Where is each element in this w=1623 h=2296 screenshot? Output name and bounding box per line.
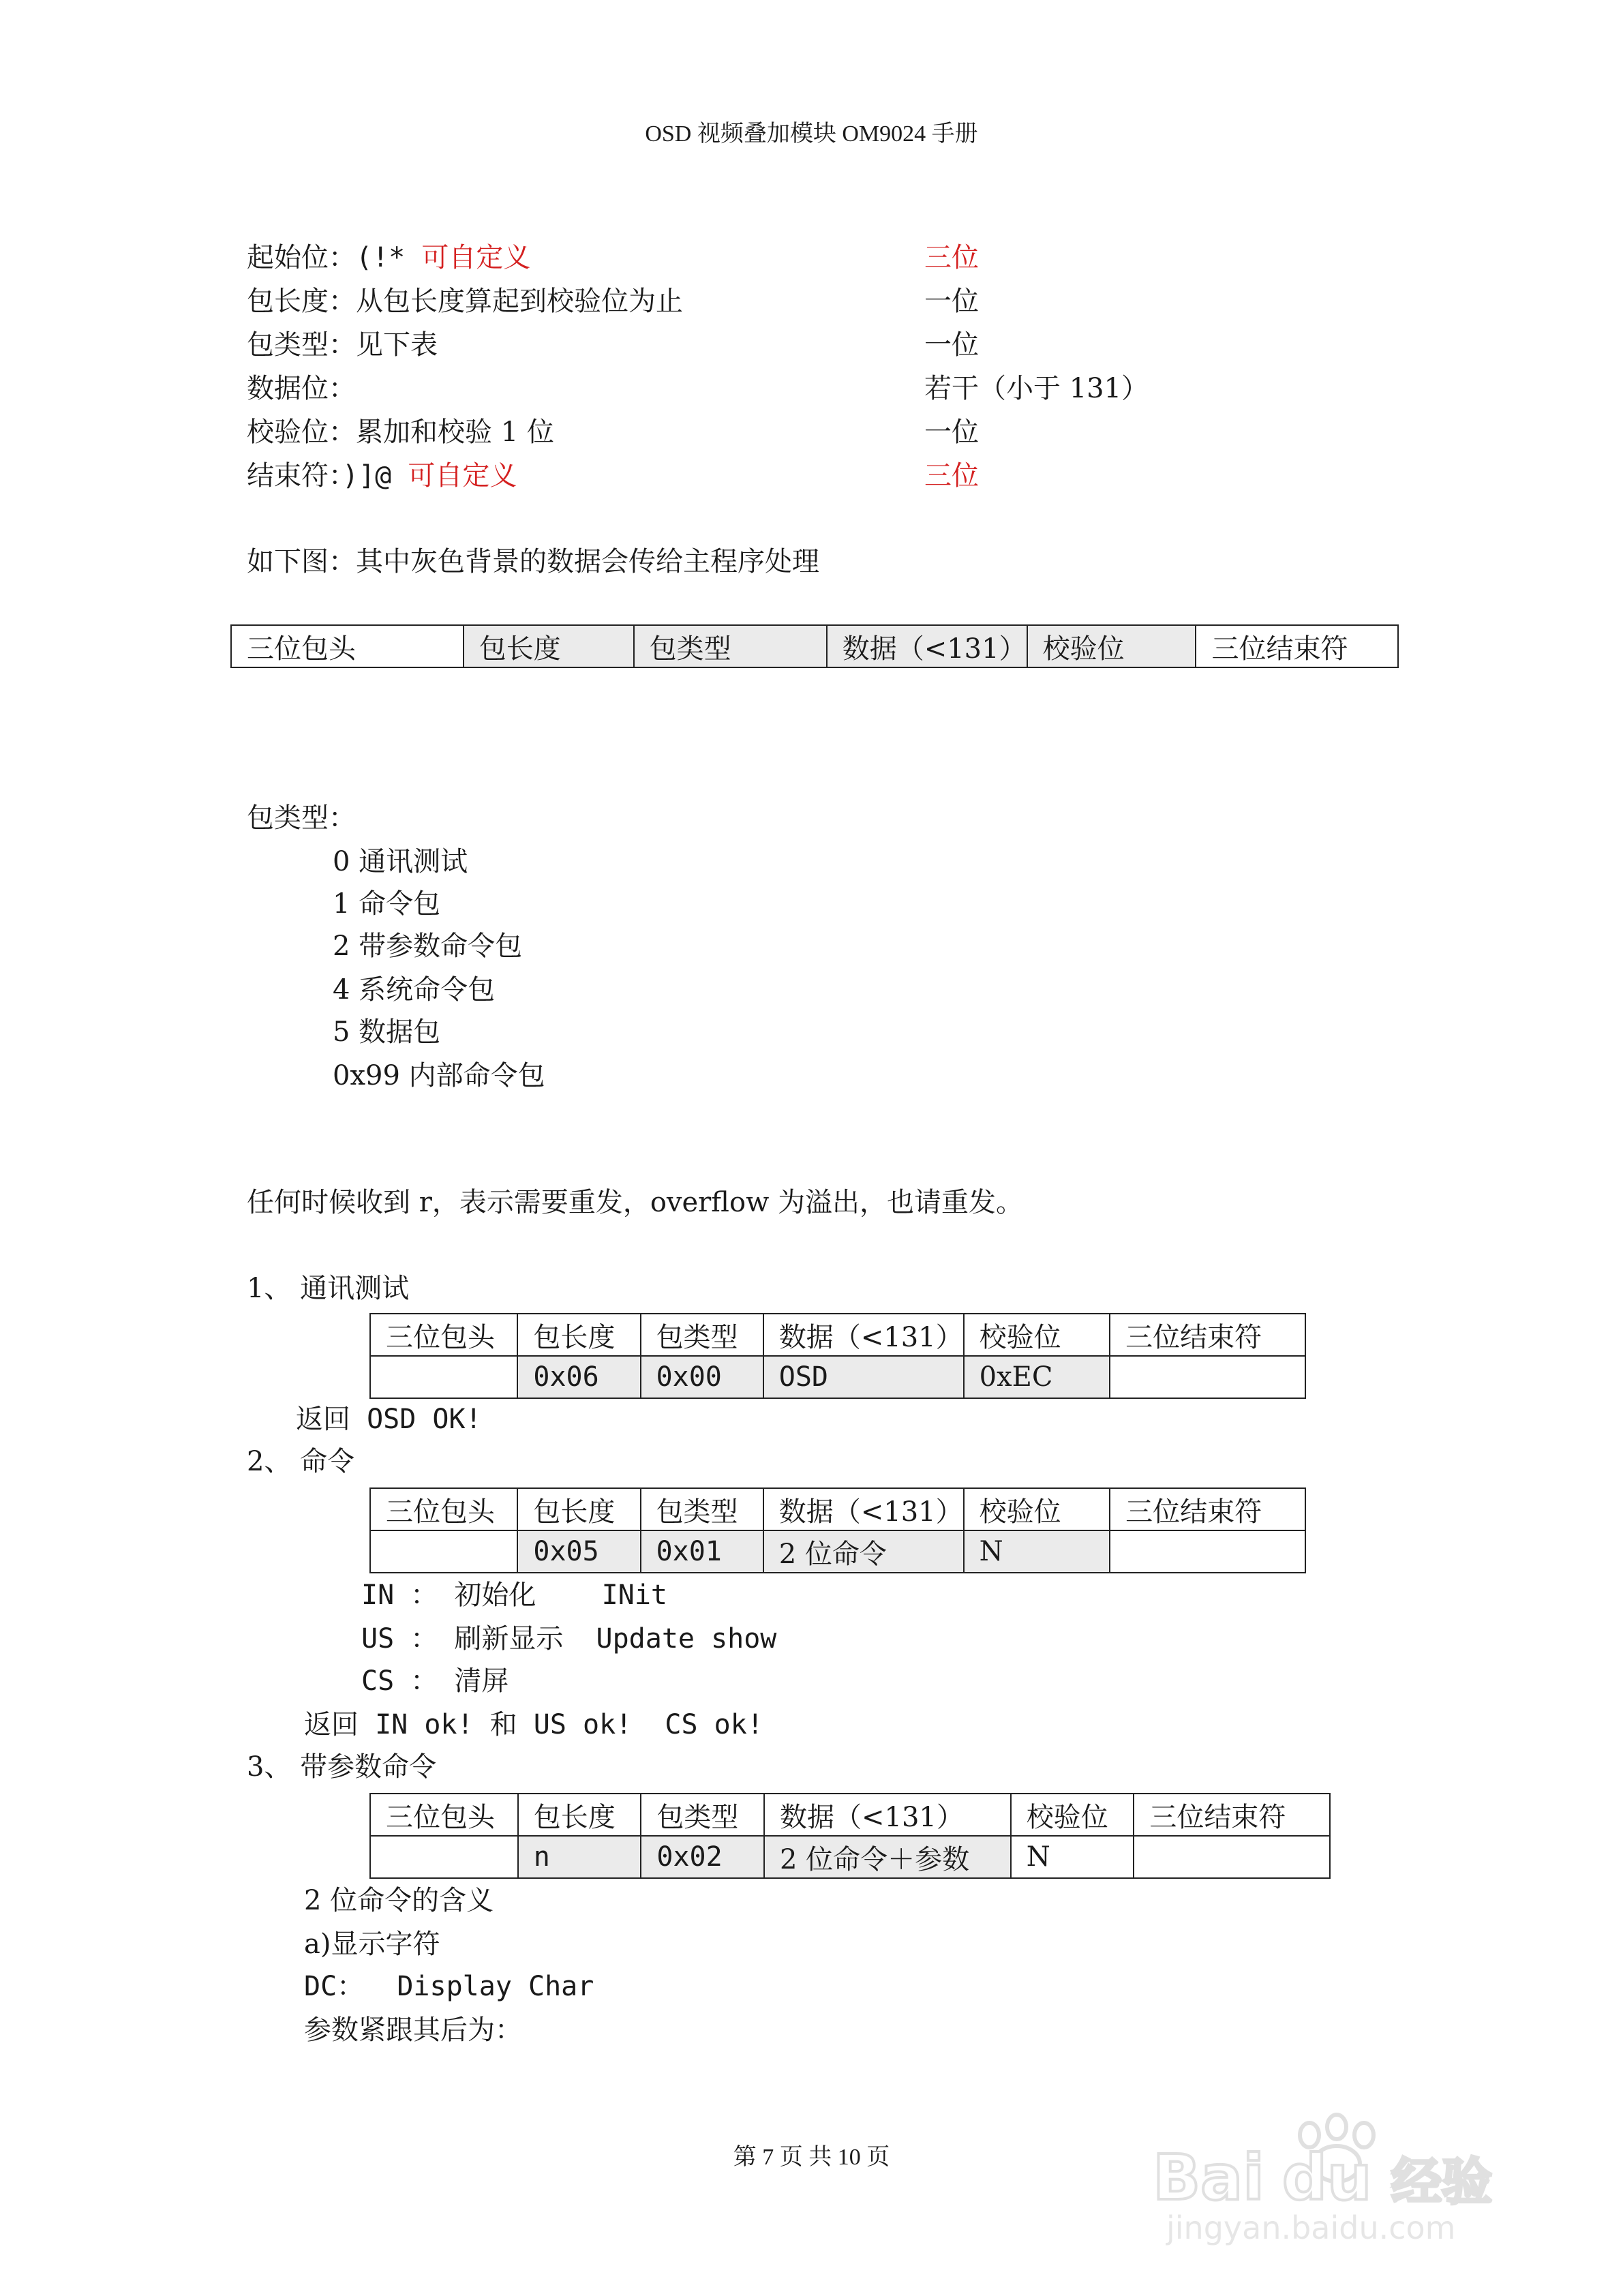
table-row [370,1836,1330,1878]
table-cell: 0x01 [641,1530,763,1573]
svg-text:du: du [1282,2141,1372,2214]
section-note: 返回 OSD OK! [296,1404,482,1435]
table-cell: 数据（<131） [827,625,1027,667]
table-cell: 三位结束符 [1134,1794,1330,1836]
table-cell: OSD [763,1356,964,1398]
table-cell: 包长度 [517,1488,640,1530]
table-header-row [370,1314,1305,1356]
svg-text:Bai: Bai [1153,2141,1264,2214]
table-cell: 数据（<131） [763,1488,964,1530]
section-note: a)显示字符 [304,1929,440,1960]
table-cell: 三位包头 [231,625,464,667]
table-cell: 三位包头 [370,1488,517,1530]
table-cell [1134,1836,1330,1878]
command-table [369,1487,1306,1573]
intro-note: 如下图：其中灰色背景的数据会传给主程序处理 [247,546,819,577]
table-cell: 三位结束符 [1196,625,1398,667]
table-cell: 包长度 [464,625,634,667]
field-checksum-label: 校验位：累加和校验 1 位 [247,417,554,448]
baidu-jingyan-watermark [1139,2111,1521,2247]
table-cell: 0x00 [641,1356,763,1398]
table-cell: N [964,1530,1110,1573]
table-cell [370,1356,517,1398]
table-cell [370,1530,517,1573]
table-cell: 校验位 [1011,1794,1134,1836]
table-cell: 0xEC [964,1356,1110,1398]
table-cell: 校验位 [1027,625,1196,667]
svg-text:经验: 经验 [1391,2153,1492,2211]
page-header: OSD 视频叠加模块 OM9024 手册 [645,121,978,147]
table-cell: 校验位 [964,1314,1110,1356]
list-item: IN ： 初始化 INit [361,1580,667,1611]
table-cell: 三位包头 [370,1314,517,1356]
list-item: 0 通讯测试 [333,846,468,877]
table-header-row [370,1794,1330,1836]
list-item: 4 系统命令包 [333,974,496,1006]
table-cell: 三位结束符 [1110,1488,1305,1530]
list-item: US ： 刷新显示 Update show [361,1623,777,1655]
resend-note: 任何时候收到 r，表示需要重发，overflow 为溢出，也请重发。 [247,1187,1024,1218]
page-footer: 第 7 页 共 10 页 [733,2145,890,2170]
section-heading: 2、 命令 [247,1446,355,1477]
table-cell [1110,1356,1305,1398]
svg-text:jingyan.baidu.com: jingyan.baidu.com [1166,2209,1456,2246]
section-heading: 3、 带参数命令 [247,1751,437,1783]
field-length-size: 一位 [924,286,979,317]
section-note: 返回 IN ok! 和 US ok! CS ok! [304,1709,763,1740]
section-note: 2 位命令的含义 [304,1885,494,1916]
table-cell: 0x05 [517,1530,640,1573]
table-cell: 0x06 [517,1356,640,1398]
table-row [231,625,1398,667]
field-end-label: 结束符：)]@ 可自定义 [247,460,517,492]
table-cell: 包类型 [641,1488,763,1530]
field-checksum-size: 一位 [924,417,979,448]
table-cell: 包类型 [634,625,827,667]
section-note: DC： Display Char [304,1971,594,2002]
table-cell [1110,1530,1305,1573]
table-cell: 校验位 [964,1488,1110,1530]
table-cell: 2 位命令＋参数 [764,1836,1011,1878]
field-length-label: 包长度：从包长度算起到校验位为止 [247,286,683,317]
param-command-table [369,1793,1331,1879]
table-row [370,1356,1305,1398]
packet-types-title: 包类型： [247,802,356,834]
field-type-size: 一位 [924,329,979,361]
section-note: 参数紧跟其后为： [304,2014,522,2046]
list-item: CS ： 清屏 [361,1665,509,1697]
section-heading: 1、 通讯测试 [247,1273,410,1304]
field-start-label: 起始位：(!* 可自定义 [247,242,531,273]
field-end-size: 三位 [924,460,979,492]
table-cell: 数据（<131） [763,1314,964,1356]
table-header-row [370,1488,1305,1530]
table-cell: 三位包头 [370,1794,518,1836]
field-start-size: 三位 [924,242,979,273]
table-cell: 包类型 [641,1794,764,1836]
field-data-label: 数据位： [247,373,356,404]
table-cell: 包长度 [518,1794,641,1836]
table-cell: 包类型 [641,1314,763,1356]
field-type-label: 包类型：见下表 [247,329,438,361]
table-cell [370,1836,518,1878]
frame-structure-table [230,624,1399,668]
list-item: 5 数据包 [333,1016,441,1048]
table-cell: 0x02 [641,1836,764,1878]
table-cell: 2 位命令 [763,1530,964,1573]
list-item: 0x99 内部命令包 [333,1060,545,1091]
list-item: 1 命令包 [333,888,441,920]
field-data-size: 若干（小于 131） [924,373,1149,404]
comm-test-table [369,1313,1306,1399]
table-cell: 数据（<131） [764,1794,1011,1836]
table-row [370,1530,1305,1573]
table-cell: 包长度 [517,1314,640,1356]
table-cell: n [518,1836,641,1878]
table-cell: N [1011,1836,1134,1878]
table-cell: 三位结束符 [1110,1314,1305,1356]
list-item: 2 带参数命令包 [333,931,523,962]
